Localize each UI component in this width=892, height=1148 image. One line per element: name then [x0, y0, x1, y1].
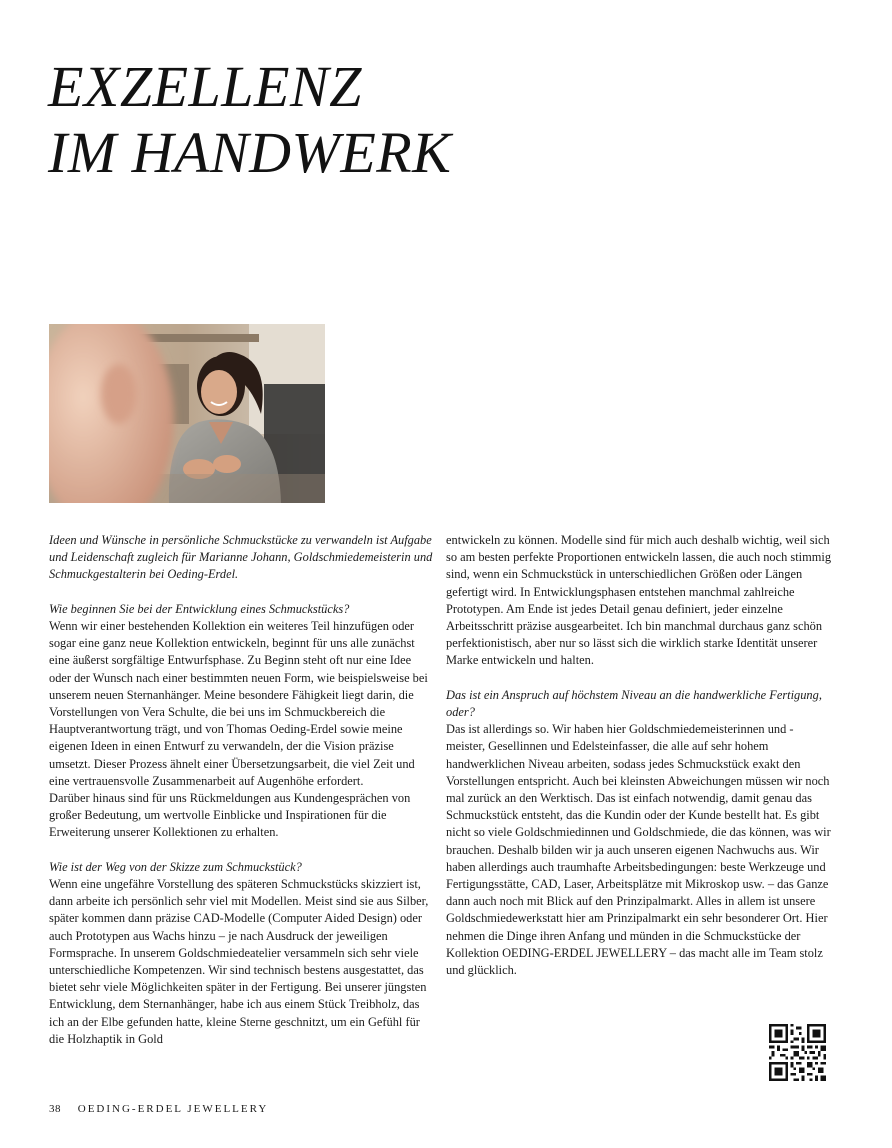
headline-line-1: EXZELLENZ	[48, 54, 362, 119]
answer-paragraph: Wenn eine ungefähre Vorstellung des späteren Schmuckstücks skizziert ist, dann arbeite ich persönlich sehr viel mit Modellen. Meist sind sie aus Silber, später kommen dann präzise CAD-Modelle (Computer Aided Design) oder auch Prototypen aus Wachs hinzu – je nach Ausdruck der jeweiligen Formsprache. In unserem Goldschmiedeatelier versammeln sich sehr viele unterschiedliche Kompetenzen. Wir sind technisch bestens ausgestattet, das bietet sehr viele Möglichkeiten später in der Fertigung. Bei unserer jüngsten Entwicklung, dem Sternanhänger, habe ich aus einem Stück Treibholz, das ich an der Elbe gefunden hatte, kleine Sterne geschnitzt, um ein Gefühl für die Holzhaptik in Gold	[49, 877, 429, 1046]
headline	[48, 54, 451, 186]
footer-brand: OEDING-ERDEL JEWELLERY	[77, 1103, 269, 1115]
question-heading: Wie ist der Weg von der Skizze zum Schmuckstück?	[49, 859, 302, 874]
text-column-right	[446, 532, 832, 979]
goldsmith-photo	[49, 324, 325, 503]
answer-paragraph: Das ist allerdings so. Wir haben hier Goldschmiedemeisterinnen und -meister, Gesellinnen und Edelsteinfasser, die alle auf sehr hohem handwerklichen Niveau arbeiten, sodass jedes Schmuckstück exakt den Vorstellungen entspricht. Auch bei kleinsten Abweichungen müssen wir noch mal zurück an den Werktisch. Das ist einfach notwendig, damit genau das Schmuckstück entsteht, das die Kundin oder der Kunde bestellt hat. Es gibt nicht so viele Goldschmiedinnen und Goldschmiede, die das können, was wir brauchen. Deshalb bilden wir ja auch unseren eigenen Nachwuchs aus. Wir haben allerdings auch traumhafte Arbeitsbedingungen: beste Werkzeuge und Fertigungsstätte, CAD, Laser, Arbeitsplätze mit Mikroskop usw. – das Ganze dann auch noch mit Blick auf den Prinzipalmarkt. Alles in allem ist unsere Goldschmiedewerkstatt hier am Prinzipalmarkt ein sehr besonderer Ort. Hier nehmen die Dinge ihren Anfang und münden in die Schmuckstücke der Kollektion OEDING-ERDEL JEWELLERY – das macht alle im Team stolz und glücklich.	[446, 722, 831, 978]
answer-paragraph: Wenn wir einer bestehenden Kollektion ein weiteres Teil hinzufügen oder sogar eine ganz neue Kollektion entwickeln, beginnt für uns alle zunächst eine äußerst sorgfältige Entwurfsphase. Zu Beginn steht oft nur eine Idee oder der Wunsch nach einer bestimmten neuen Form, wie beispielsweise bei unserem neuen Sternanhänger. Meine besondere Fähigkeit liegt darin, die Vorstellungen von Vera Schulte, die bei uns im Schmuckbereich die Hauptverantwortung trägt, und von Thomas Oeding-Erdel sowie meine eigenen Ideen in einen Entwurf zu verwandeln, der die Vision präzise umsetzt. Dieser Prozess ähnelt einer Übersetzungsarbeit, die viel Zeit und eine vertrauensvolle Zusammenarbeit auf Augenhöhe erfordert.	[49, 619, 428, 788]
page-number: 38	[49, 1103, 61, 1115]
qr-code-icon[interactable]	[769, 1024, 826, 1081]
intro-paragraph: Ideen und Wünsche in persönliche Schmuckstücke zu verwandeln ist Aufgabe und Leidenschaft zugleich für Marianne Johann, Goldschmiedemeisterin und Schmuckgestalterin bei Oeding-Erdel.	[49, 533, 433, 582]
answer-paragraph: Darüber hinaus sind für uns Rückmeldungen aus Kundengesprächen von großer Bedeutung, um wertvolle Einblicke und Inspirationen für die Erweiterung unserer Kollektionen zu erhalten.	[49, 791, 411, 840]
page-footer	[49, 1103, 268, 1115]
answer-paragraph: entwickeln zu können. Modelle sind für mich auch deshalb wichtig, weil sich so am besten perfekte Proportionen entwickeln lassen, die auch noch stimmig sind, wenn ein Schmuckstück in unterschiedlichen Größen oder Längen gefertigt wird. In Entwicklungsphasen entstehen manchmal zahlreiche Prototypen. Am Ende ist jedes Detail genau definiert, jeder einzelne Arbeitsschritt präzise ausgearbeitet. Ich bin manchmal durchaus ganz schön perfektionistisch, aber nur so lässt sich die wirklich starke Identität unserer Marke entwickeln und halten.	[446, 533, 832, 668]
question-heading: Wie beginnen Sie bei der Entwicklung eines Schmuckstücks?	[49, 601, 350, 616]
text-column-left	[49, 532, 435, 1048]
headline-line-2: IM HANDWERK	[48, 120, 452, 185]
question-heading: Das ist ein Anspruch auf höchstem Niveau an die handwerkliche Fertigung, oder?	[446, 687, 822, 720]
